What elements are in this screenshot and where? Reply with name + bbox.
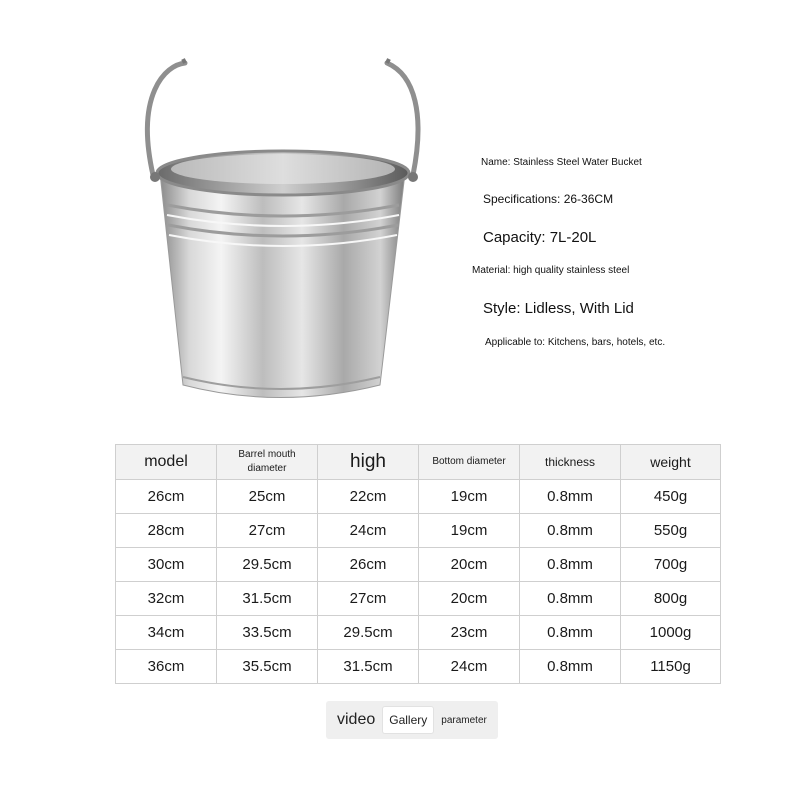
- table-cell: 0.8mm: [520, 480, 621, 514]
- stainless-bucket-image: [125, 55, 435, 415]
- spec-specifications: Specifications: 26-36CM: [483, 192, 614, 206]
- table-cell: 24cm: [318, 514, 419, 548]
- table-cell: 34cm: [116, 616, 217, 650]
- table-cell: 31.5cm: [318, 650, 419, 684]
- table-cell: 26cm: [116, 480, 217, 514]
- table-cell: 33.5cm: [217, 616, 318, 650]
- table-row: [116, 514, 721, 548]
- header-barrel-mouth-diameter: [217, 445, 318, 480]
- table-cell: 20cm: [419, 582, 520, 616]
- parameter-table: [115, 444, 721, 684]
- table-cell: 24cm: [419, 650, 520, 684]
- table-row: [116, 650, 721, 684]
- spec-name: Name: Stainless Steel Water Bucket: [481, 157, 642, 168]
- table-cell: 19cm: [419, 480, 520, 514]
- tab-gallery[interactable]: Gallery: [383, 707, 433, 733]
- table-cell: 0.8mm: [520, 650, 621, 684]
- table-cell: 0.8mm: [520, 582, 621, 616]
- media-tab-bar: [326, 701, 498, 739]
- table-cell: 26cm: [318, 548, 419, 582]
- header-high: high: [318, 445, 419, 480]
- table-cell: 29.5cm: [318, 616, 419, 650]
- table-cell: 700g: [621, 548, 721, 582]
- header-bottom-diameter: Bottom diameter: [419, 445, 520, 480]
- table-row: [116, 582, 721, 616]
- table-cell: 22cm: [318, 480, 419, 514]
- header-weight: weight: [621, 445, 721, 480]
- table-cell: 450g: [621, 480, 721, 514]
- spec-style: Style: Lidless, With Lid: [483, 300, 634, 317]
- spec-material: Material: high quality stainless steel: [472, 265, 630, 276]
- table-cell: 27cm: [318, 582, 419, 616]
- table-cell: 30cm: [116, 548, 217, 582]
- table-cell: 0.8mm: [520, 616, 621, 650]
- table-cell: 0.8mm: [520, 548, 621, 582]
- spec-applicable: Applicable to: Kitchens, bars, hotels, etc.: [485, 337, 666, 348]
- table-cell: 550g: [621, 514, 721, 548]
- table-row: [116, 548, 721, 582]
- table-cell: 25cm: [217, 480, 318, 514]
- tab-parameter[interactable]: parameter: [441, 714, 487, 726]
- table-cell: 1150g: [621, 650, 721, 684]
- header-barrel-mouth-diameter-label: Barrel mouth diameter: [238, 449, 296, 474]
- table-cell: 23cm: [419, 616, 520, 650]
- table-row: [116, 616, 721, 650]
- table-cell: 28cm: [116, 514, 217, 548]
- table-cell: 32cm: [116, 582, 217, 616]
- table-cell: 36cm: [116, 650, 217, 684]
- header-model: model: [116, 445, 217, 480]
- table-header-row: [116, 445, 721, 480]
- table-cell: 35.5cm: [217, 650, 318, 684]
- table-cell: 0.8mm: [520, 514, 621, 548]
- table-cell: 27cm: [217, 514, 318, 548]
- header-thickness: thickness: [520, 445, 621, 480]
- table-cell: 31.5cm: [217, 582, 318, 616]
- table-cell: 19cm: [419, 514, 520, 548]
- table-cell: 20cm: [419, 548, 520, 582]
- table-cell: 800g: [621, 582, 721, 616]
- tab-video[interactable]: video: [337, 711, 376, 728]
- table-row: [116, 480, 721, 514]
- table-cell: 1000g: [621, 616, 721, 650]
- spec-capacity: Capacity: 7L-20L: [483, 229, 597, 246]
- table-cell: 29.5cm: [217, 548, 318, 582]
